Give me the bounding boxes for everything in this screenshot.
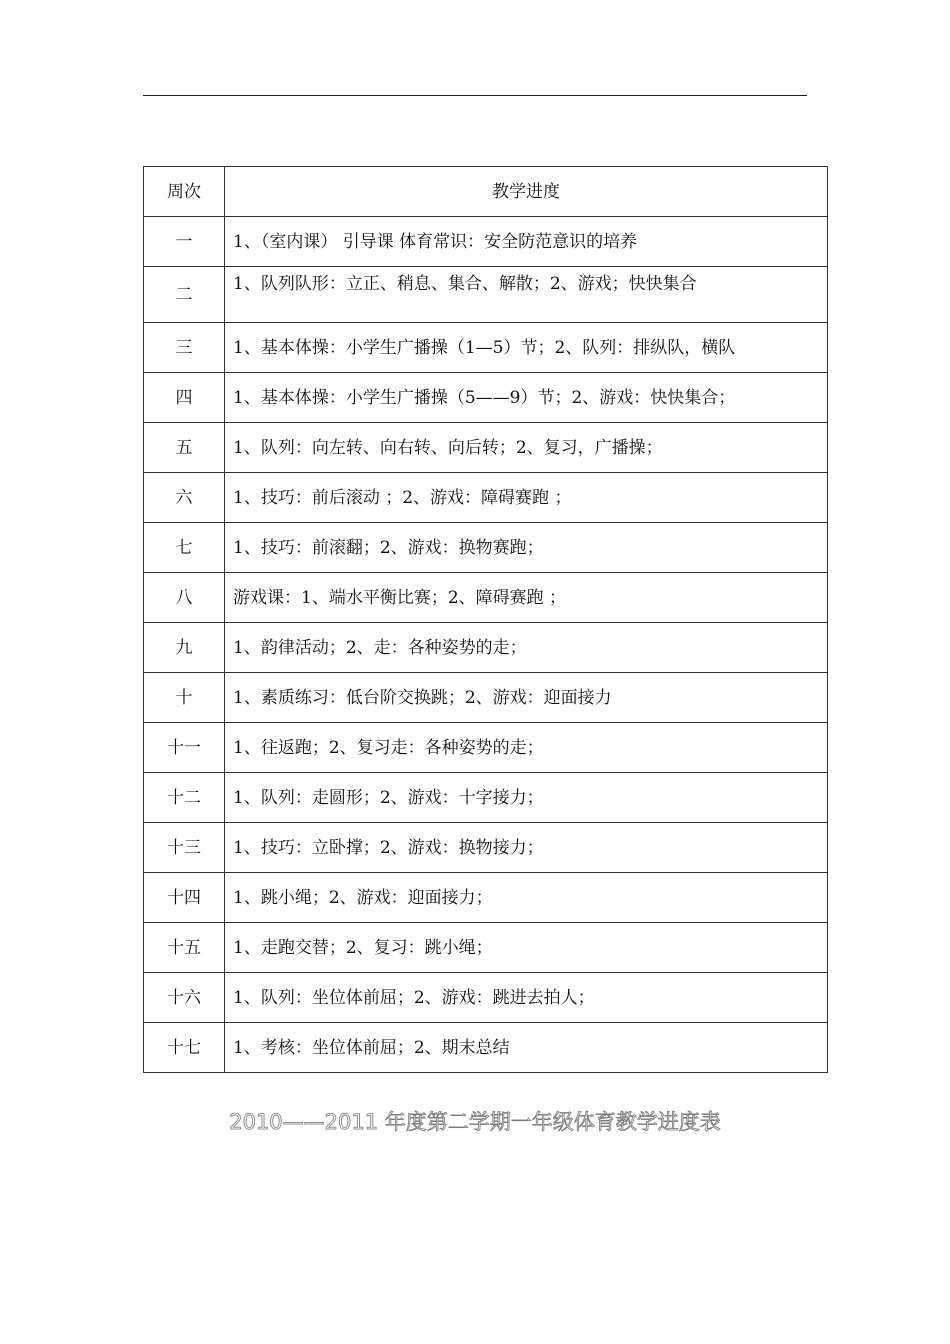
document-title-caption: 2010——2011 年度第二学期一年级体育教学进度表 [229,1110,721,1134]
week-cell: 十 [144,673,225,723]
content-cell: 1、基本体操：小学生广播操（5——9）节；2、游戏：快快集合； [225,373,828,423]
content-cell: 1、考核：坐位体前屈；2、期末总结 [225,1023,828,1073]
week-cell: 十四 [144,873,225,923]
table-row [144,873,828,923]
content-cell: 游戏课：1、端水平衡比赛；2、障碍赛跑 ； [225,573,828,623]
table-row [144,1023,828,1073]
week-cell: 十一 [144,723,225,773]
content-cell: 1、队列队形：立正、稍息、集合、解散；2、游戏；快快集合 [225,267,828,323]
content-cell: 1、（室内课） 引导课 体育常识：安全防范意识的培养 [225,217,828,267]
content-cell: 1、韵律活动；2、走：各种姿势的走； [225,623,828,673]
table-row [144,423,828,473]
content-cell: 1、素质练习：低台阶交换跳；2、游戏：迎面接力 [225,673,828,723]
content-cell: 1、技巧：前滚翻；2、游戏：换物赛跑； [225,523,828,573]
table-row [144,723,828,773]
content-cell: 1、队列：走圆形；2、游戏：十字接力； [225,773,828,823]
week-cell: 十六 [144,973,225,1023]
header-rule [143,95,807,96]
week-cell: 二 [144,267,225,323]
content-cell: 1、跳小绳；2、游戏：迎面接力； [225,873,828,923]
table-row [144,973,828,1023]
table-row [144,523,828,573]
week-cell: 三 [144,323,225,373]
week-cell: 四 [144,373,225,423]
week-cell: 十二 [144,773,225,823]
content-cell: 1、基本体操：小学生广播操（1—5）节；2、队列：排纵队，横队 [225,323,828,373]
table-row [144,923,828,973]
content-cell: 1、走跑交替；2、复习：跳小绳； [225,923,828,973]
week-cell: 九 [144,623,225,673]
content-cell: 1、往返跑；2、复习走：各种姿势的走； [225,723,828,773]
week-cell: 十五 [144,923,225,973]
teaching-schedule-table [143,166,828,1073]
week-cell: 五 [144,423,225,473]
content-column-header: 教学进度 [225,167,828,217]
week-cell: 一 [144,217,225,267]
table-row [144,773,828,823]
table-row [144,673,828,723]
week-cell: 十三 [144,823,225,873]
table-header-row [144,167,828,217]
week-cell: 十七 [144,1023,225,1073]
table-row [144,473,828,523]
table-row [144,823,828,873]
week-cell: 八 [144,573,225,623]
week-cell: 七 [144,523,225,573]
table-row [144,373,828,423]
table-row [144,623,828,673]
content-cell: 1、队列：向左转、向右转、向后转；2、复习，广播操； [225,423,828,473]
content-cell: 1、队列：坐位体前屈；2、游戏：跳进去拍人； [225,973,828,1023]
table-row [144,573,828,623]
content-cell: 1、技巧：前后滚动 ；2、游戏：障碍赛跑 ； [225,473,828,523]
week-column-header: 周次 [144,167,225,217]
week-cell: 六 [144,473,225,523]
table-row [144,267,828,323]
table-row [144,323,828,373]
content-cell: 1、技巧：立卧撑；2、游戏：换物接力； [225,823,828,873]
table-row [144,217,828,267]
